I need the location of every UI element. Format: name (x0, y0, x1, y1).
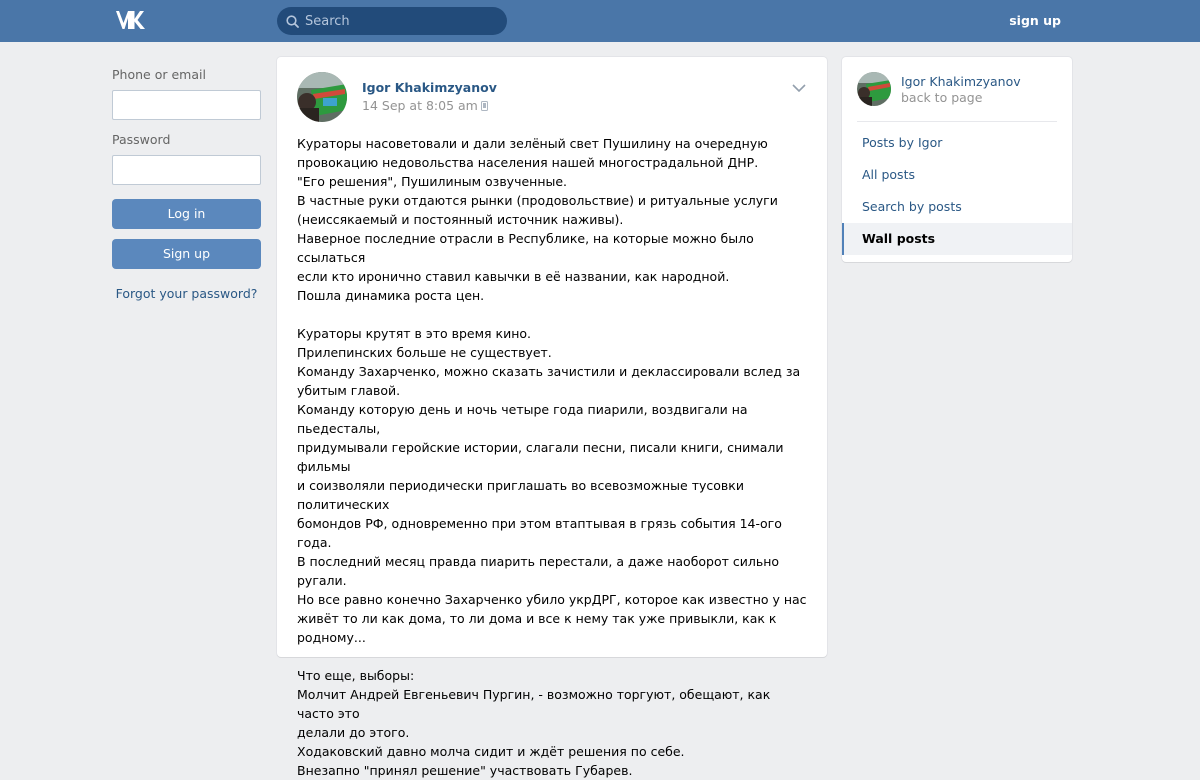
phone-label: Phone or email (112, 67, 206, 82)
author-avatar[interactable] (297, 72, 347, 122)
sidebar-panel (842, 57, 1072, 262)
signup-button[interactable]: Sign up (112, 239, 261, 269)
sidebar-nav (842, 127, 1072, 255)
sidebar-item-posts-by-igor[interactable]: Posts by Igor (862, 135, 943, 150)
sidebar-item-all-posts[interactable]: All posts (862, 167, 915, 182)
post-date-text: 14 Sep at 8:05 am (362, 98, 478, 113)
search-input[interactable] (305, 7, 500, 35)
sidebar-avatar[interactable] (857, 72, 891, 106)
divider (857, 121, 1057, 122)
search-box[interactable] (277, 7, 507, 35)
sidebar-item-wall-posts[interactable]: Wall posts (842, 223, 1072, 255)
login-button[interactable]: Log in (112, 199, 261, 229)
wall-post (277, 57, 827, 778)
chevron-down-icon[interactable] (792, 84, 806, 92)
sidebar-author-link[interactable]: Igor Khakimzyanov (901, 74, 1021, 89)
password-label: Password (112, 132, 171, 147)
search-icon (286, 15, 299, 28)
sidebar-item-search-by-posts[interactable]: Search by posts (862, 199, 962, 214)
mobile-phone-icon (481, 101, 488, 111)
login-panel (112, 67, 261, 301)
forgot-password-link[interactable]: Forgot your password? (115, 286, 258, 301)
phone-email-input[interactable] (112, 90, 261, 120)
password-input[interactable] (112, 155, 261, 185)
top-header (0, 0, 1200, 42)
vk-logo-icon[interactable] (112, 9, 146, 31)
header-signup-link[interactable]: sign up (1009, 13, 1061, 28)
post-author-link[interactable]: Igor Khakimzyanov (362, 80, 497, 95)
post-date[interactable] (362, 98, 488, 113)
back-to-page-link[interactable]: back to page (901, 90, 983, 105)
post-text: Кураторы насоветовали и дали зелёный свет Пушилину на очередную провокацию недовольства населения нашей многострадальной ДНР. "Его решения", Пушилиным озвученные. В частные руки отдаются рынки (продовольствие) и ритуальные услуги (неиссякаемый и постоянный источник наживы). Наверное последние отрасли в Республике, на которые можно было ссылаться если кто иронично ставил кавычки в её названии, как народной. Пошла динамика роста цен. Кураторы крутят в это время кино. Прилепинских больше не существует. Команду Захарченко, можно сказать зачистили и деклассировали вслед за убитым главой. Команду которую день и ночь четыре года пиарили, воздвигали на пьедесталы, придумывали геройские истории, слагали песни, писали книги, снимали фильмы и соизволяли периодически приглашать во всевозможные тусовки политических бомондов РФ, одновременно при этом втаптывая в грязь события 14-ого года. В последний месяц правда пиарить перестали, а даже наоборот сильно ругали. Но все равно конечно Захарченко убило укрДРГ, которое как известно у нас живёт то ли как дома, то ли дома и все к нему так уже привыкли, как к родному... Что еще, выборы: Молчит Андрей Евгеньевич Пургин, - возможно торгуют, обещают, как часто это делали до этого. Ходаковский давно молча сидит и ждёт решения по себе. Внезапно "принял решение" участвовать Губарев. (297, 136, 807, 778)
